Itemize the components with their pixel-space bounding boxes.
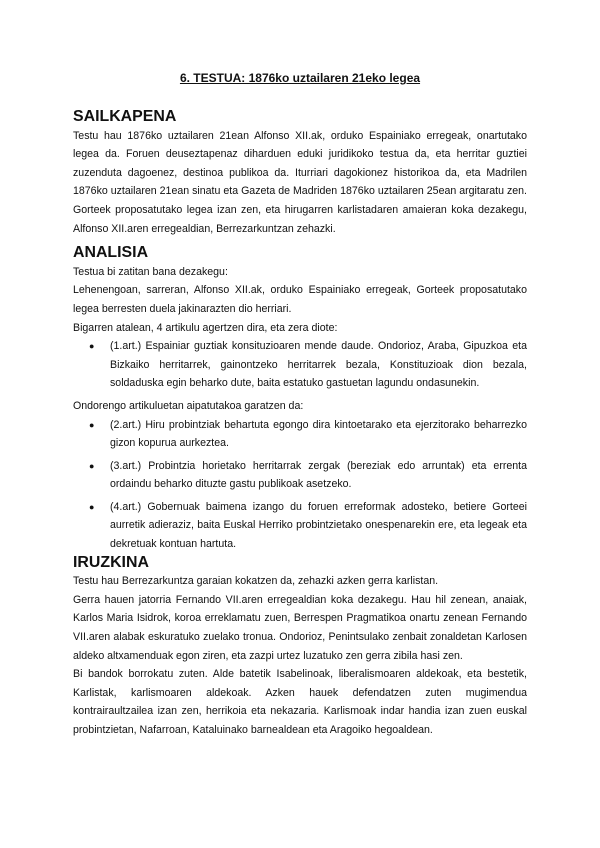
section-heading-iruzkina: IRUZKINA (73, 553, 149, 571)
list-item (73, 337, 527, 393)
analisia-intro: Testua bi zatitan bana dezakegu: (73, 265, 228, 278)
list-item-text: (1.art.) Espainiar guztiak konsituzioaren mende daude. Ondorioz, Araba, Gipuzkoa eta Bizkaiko herritarrek, gainontzeko herritarrek bezala, Konstituzioak dion bezala, soldaduska egin beharko dute, baita estatuko gastuetan lagundu ondasunekin. (110, 340, 527, 390)
article-list-1 (73, 337, 527, 393)
section-heading-analisia: ANALISIA (73, 244, 149, 262)
page-title: 6. TESTUA: 1876ko uztailaren 21eko legea (179, 71, 421, 85)
analisia-paragraph-3: Ondorengo artikuluetan aipatutakoa garatzen da: (73, 399, 304, 412)
section-heading-sailkapena: SAILKAPENA (73, 108, 177, 125)
list-item-text: (3.art.) Probintzia horietako herritarrak zergak (bereziak edo arruntak) eta errenta ordaindu beharko dituzte gastu publikoak asetzeko. (110, 459, 527, 491)
iruzkina-paragraph-3: Bi bandok borrokatu zuten. Alde batetik Isabelinoak, liberalismoaren aldekoak, eta bestetik, Karlistak, karlismoaren aldekoak. Azken hauek defendatzen zuten mugimendua kontrairaultzailea izan zen, herrikoia eta nekazaria. Karlismoak indar handia izan zuen euskal probintzietan, Nafarroan, Kataluinako barnealdean eta Aragoiko hegoaldean. (73, 668, 527, 736)
list-item-text: (4.art.) Gobernuak baimena izango du foruen erreformak adosteko, betiere Gorteei aurretik adieraziz, baita Euskal Herriko probintzietako onespenarekin ere, eta legeak eta dekretuak kontuan hartuta. (110, 500, 527, 551)
article-list-2 (73, 416, 527, 554)
document-page (73, 70, 527, 740)
list-item (73, 457, 527, 494)
analisia-paragraph-1: Lehenengoan, sarreran, Alfonso XII.ak, orduko Espainiako erregeak, Gorteek proposatutako legea berresten duela jakinarazten dio herriari. (73, 284, 527, 315)
bullet-icon: ● (89, 501, 95, 512)
analisia-paragraph-2: Bigarren atalean, 4 artikulu agertzen dira, eta zera diote: (73, 321, 338, 334)
bullet-icon: ● (89, 419, 95, 430)
iruzkina-paragraph-2: Gerra hauen jatorria Fernando VII.aren erregealdian koka dezakegu. Hau hil zenean, anaiak, Karlos Maria Isidrok, koroa erreklamatu zuen, Berrespen Pragmatikoa onartu zenean Fernando VII.aren alabak eskuratuko zuelako tronua. Ondorioz, Penintsulako zenbait zonaldetan Karlosen aldeko altxamenduak egon ziren, eta zazpi urtez luzatuko zen gerra zibila hasi zen. (73, 593, 527, 662)
list-item (73, 498, 527, 554)
bullet-icon: ● (89, 341, 95, 352)
list-item (73, 416, 527, 453)
bullet-icon: ● (89, 460, 95, 471)
list-item-text: (2.art.) Hiru probintziak behartuta egongo dira kintoetarako eta ejerzitorako beharrezko gizon kopurua aurkezteа. (110, 418, 527, 450)
sailkapena-paragraph: Testu hau 1876ko uztailaren 21ean Alfonso XII.ak, orduko Espainiako erregeak, onartutako legea da. Foruen deuseztapenaz diharduen eduki juridikoko testua da, eta herritar guztiei zuzenduta dagoenez, destinoa publikoa da. Iturriari dagokionez historikoa da, eta Madrilen 1876ko uztailaren 21ean sinatu eta Gazeta de Madriden 1876ko uztailaren 25ean argitaratu zen. Gorteek proposatutako legea izan zen, eta hirugarren karlistadaren amaieran koka dezakegu, Alfonso XII.aren erregealdian, Berrezarkuntzan zehazki. (73, 129, 527, 235)
iruzkina-paragraph-1: Testu hau Berrezarkuntza garaian kokatzen da, zehazki azken gerra karlistan. (73, 575, 439, 588)
